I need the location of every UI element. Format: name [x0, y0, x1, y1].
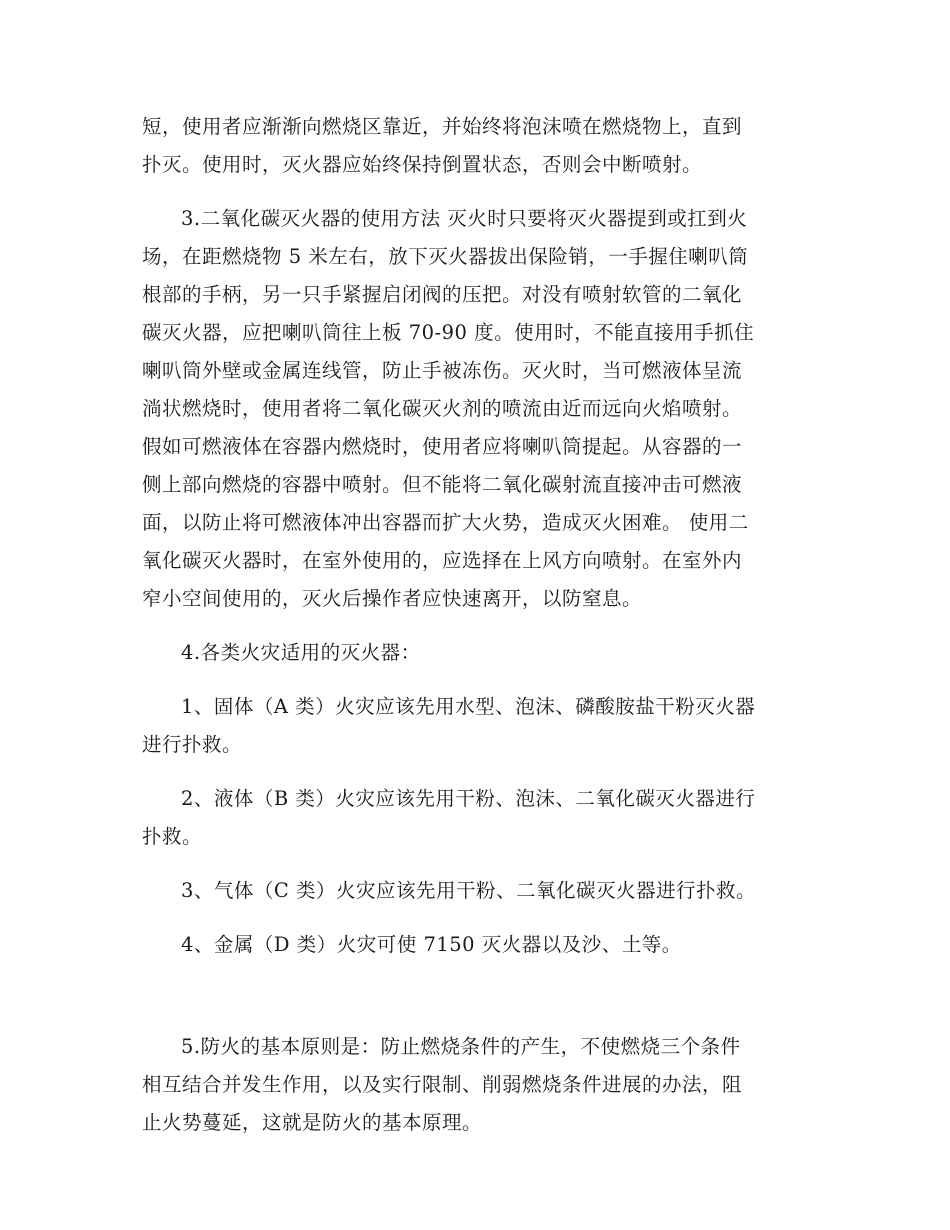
- text-line: 假如可燃液体在容器内燃烧时，使用者应将喇叭筒提起。从容器的一: [142, 435, 743, 458]
- paragraph-co2-extinguisher: [142, 200, 810, 618]
- document-page: [142, 108, 810, 1142]
- text-line: 扑救。: [142, 825, 203, 848]
- text-line: 淌状燃烧时，使用者将二氧化碳灭火剂的喷流由近而远向火焰喷射。: [142, 397, 743, 420]
- text-line: 4、金属（D 类）火灾可使 7150 灭火器以及沙、土等。: [181, 933, 682, 956]
- text-line: 根部的手柄，另一只手紧握启闭阀的压把。对没有喷射软管的二氧化: [142, 283, 743, 306]
- text-line: 1、固体（A 类）火灾应该先用水型、泡沫、磷酸胺盐干粉灭火器: [181, 695, 756, 718]
- text-line: 3、气体（C 类）火灾应该先用干粉、二氧化碳灭火器进行扑救。: [181, 879, 757, 902]
- text-line: 3.二氧化碳灭火器的使用方法 灭火时只要将灭火器提到或扛到火: [181, 207, 748, 230]
- paragraph-class-b: [142, 780, 810, 856]
- paragraph-class-d: [142, 926, 810, 964]
- text-line: 碳灭火器，应把喇叭筒往上板 70-90 度。使用时，不能直接用手抓住: [142, 321, 755, 344]
- text-line: 进行扑救。: [142, 733, 243, 756]
- paragraph-foam-continuation: [142, 108, 810, 184]
- paragraph-class-c: [142, 872, 810, 910]
- text-line: 扑灭。使用时，灭火器应始终保持倒置状态，否则会中断喷射。: [142, 153, 703, 176]
- text-line: 侧上部向燃烧的容器中喷射。但不能将二氧化碳射流直接冲击可燃液: [142, 473, 743, 496]
- text-line: 喇叭筒外壁或金属连线管，防止手被冻伤。灭火时，当可燃液体呈流: [142, 359, 743, 382]
- text-line: 2、液体（B 类）火灾应该先用干粉、泡沫、二氧化碳灭火器进行: [181, 787, 756, 810]
- text-line: 5.防火的基本原则是：防止燃烧条件的产生，不使燃烧三个条件: [181, 1035, 741, 1058]
- text-line: 止火势蔓延，这就是防火的基本原理。: [142, 1111, 483, 1134]
- text-line: 短，使用者应渐渐向燃烧区靠近，并始终将泡沫喷在燃烧物上，直到: [142, 115, 743, 138]
- paragraph-class-a: [142, 688, 810, 764]
- text-line: 相互结合并发生作用，以及实行限制、削弱燃烧条件进展的办法，阻: [142, 1073, 743, 1096]
- text-line: 面，以防止将可燃液体冲出容器而扩大火势，造成灭火困难。 使用二: [142, 511, 749, 534]
- text-line: 场，在距燃烧物 5 米左右，放下灭火器拔出保险销，一手握住喇叭筒: [142, 245, 749, 268]
- paragraph-fire-prevention-principle: [142, 1028, 810, 1142]
- paragraph-heading-fire-classes: [142, 634, 810, 672]
- text-line: 氧化碳灭火器时，在室外使用的，应选择在上风方向喷射。在室外内: [142, 549, 743, 572]
- text-line: 4.各类火灾适用的灭火器：: [181, 641, 421, 664]
- text-line: 窄小空间使用的，灭火后操作者应快速离开，以防窒息。: [142, 587, 643, 610]
